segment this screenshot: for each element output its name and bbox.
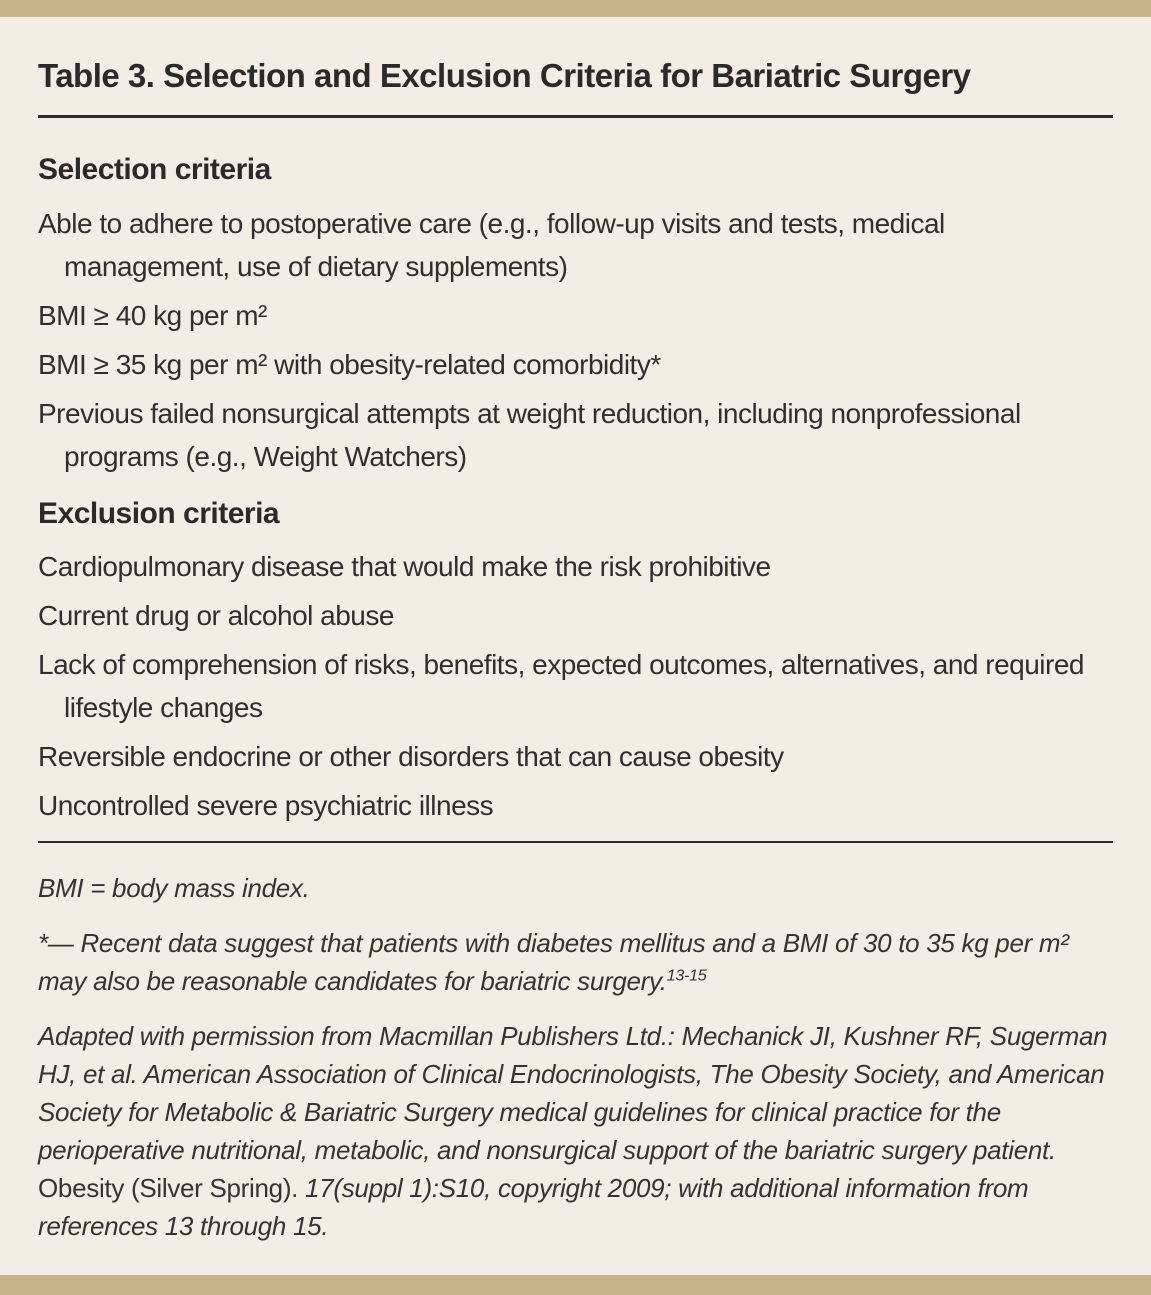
footnote-asterisk-note	[38, 924, 1113, 1000]
asterisk-note-text: *— Recent data suggest that patients with diabetes mellitus and a BMI of 30 to 35 kg per m² may also be reasonable candidates for bariatric surgery.	[38, 928, 1069, 997]
criteria-item-reversible-endocrine: Reversible endocrine or other disorders that can cause obesity	[38, 741, 784, 773]
table-content	[0, 17, 1151, 1275]
citation-journal-name: Obesity (Silver Spring).	[38, 1173, 306, 1204]
citation-lead-text: Adapted with permission from Macmillan Publishers Ltd.: Mechanick JI, Kushner RF, Sugerman HJ, et al. American Association of Clinical Endocrinologists, The Obesity Society, and American Society for Metabolic & Bariatric Surgery medical guidelines for clinical practice for the perioperative nutritional, metabolic, and nonsurgical support of the bariatric surgery patient.	[38, 1021, 1108, 1166]
criteria-item-bmi-40: BMI ≥ 40 kg per m²	[38, 299, 267, 331]
criteria-item-bmi-35-comorbidity: BMI ≥ 35 kg per m² with obesity-related comorbidity*	[38, 348, 661, 380]
criteria-item-cardiopulmonary: Cardiopulmonary disease that would make the risk prohibitive	[38, 551, 771, 583]
bottom-accent-bar	[0, 1275, 1151, 1295]
selection-criteria-heading: Selection criteria	[38, 153, 271, 187]
footnote-abbreviation	[38, 869, 1113, 907]
exclusion-criteria-section	[38, 497, 1113, 828]
reference-superscript: 13-15	[666, 966, 707, 985]
criteria-item-substance-abuse: Current drug or alcohol abuse	[38, 600, 394, 632]
criteria-item-adherence: Able to adhere to postoperative care (e.g., follow-up visits and tests, medical management, use of dietary supplements)	[38, 207, 945, 282]
criteria-item-lack-of-comprehension: Lack of comprehension of risks, benefits, expected outcomes, alternatives, and required lifestyle changes	[38, 649, 1084, 724]
top-accent-bar	[0, 0, 1151, 17]
footnotes	[38, 869, 1113, 1245]
footnote-citation	[38, 1017, 1113, 1245]
selection-criteria-section	[38, 153, 1113, 478]
criteria-item-psychiatric-illness: Uncontrolled severe psychiatric illness	[38, 790, 494, 822]
abbreviation-text: BMI = body mass index.	[38, 873, 310, 904]
table-title: Table 3. Selection and Exclusion Criteria for Bariatric Surgery	[38, 57, 971, 94]
footnote-rule	[38, 841, 1113, 843]
citation-tail-text: 17(suppl 1):S10, copyright 2009; with additional information from references 13 through 15.	[38, 1173, 1029, 1242]
criteria-item-previous-attempts: Previous failed nonsurgical attempts at weight reduction, including nonprofessional programs (e.g., Weight Watchers)	[38, 397, 1021, 472]
title-rule	[38, 115, 1113, 118]
exclusion-criteria-heading: Exclusion criteria	[38, 496, 280, 530]
